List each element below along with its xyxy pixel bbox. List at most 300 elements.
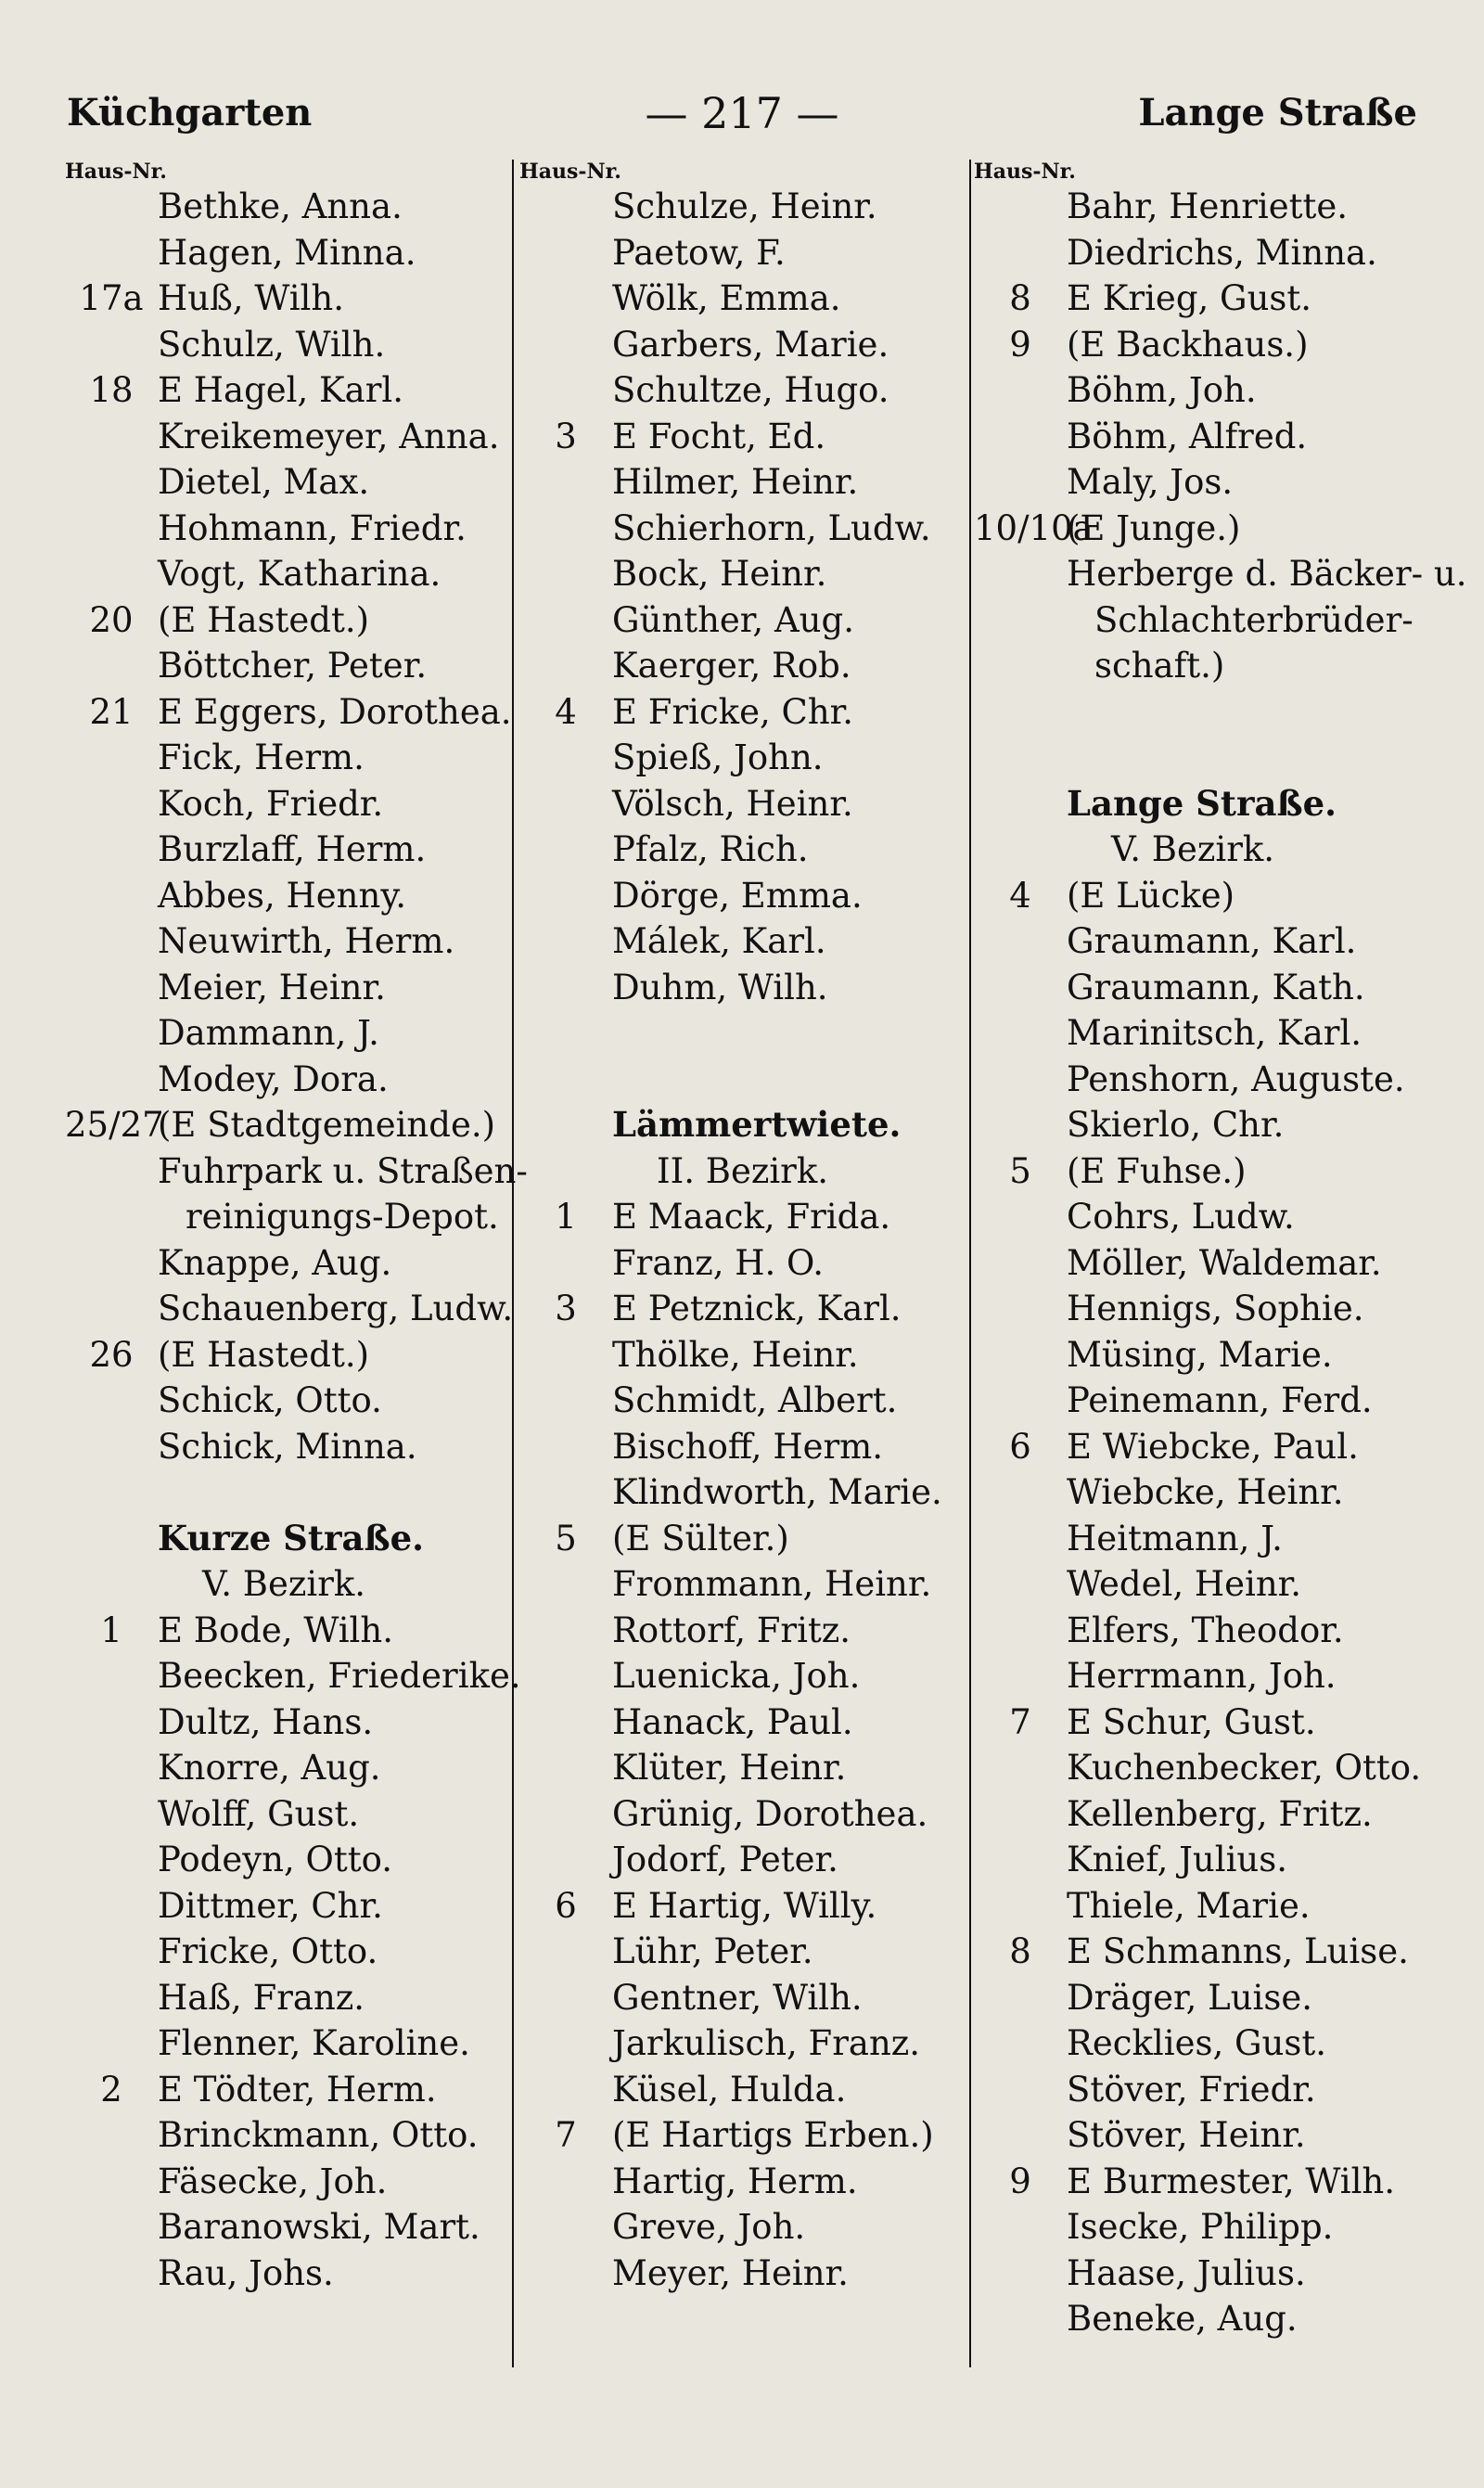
house-number (974, 414, 1067, 460)
directory-entry (65, 2251, 510, 2297)
house-number (974, 2067, 1067, 2113)
directory-entry (974, 1516, 1419, 1562)
house-number (65, 2251, 158, 2297)
directory-entry (65, 965, 510, 1011)
house-number (65, 1469, 158, 1516)
directory-entry (65, 1608, 510, 1654)
house-number (65, 1424, 158, 1470)
resident-name (1067, 735, 1419, 781)
house-number (974, 1516, 1067, 1562)
house-number (519, 873, 612, 919)
house-number (974, 827, 1067, 873)
resident-name: E Krieg, Gust. (1067, 278, 1312, 318)
resident-name: Kaerger, Rob. (612, 646, 851, 686)
house-number (65, 2159, 158, 2205)
house-number (519, 2204, 612, 2251)
house-number (974, 689, 1067, 736)
directory-entry (974, 1378, 1419, 1424)
directory-entry (519, 965, 965, 1011)
resident-name: Heitmann, J. (1067, 1518, 1283, 1558)
house-number (65, 1148, 158, 1195)
directory-entry (519, 918, 965, 965)
house-number (65, 735, 158, 781)
resident-name: Greve, Joh. (612, 2207, 806, 2247)
house-number (65, 1516, 158, 1562)
directory-entry (519, 1883, 965, 1930)
resident-name: Klüter, Heinr. (612, 1748, 847, 1788)
resident-name: Graumann, Karl. (1067, 921, 1357, 961)
resident-name: Diedrichs, Minna. (1067, 232, 1377, 273)
house-number (519, 1608, 612, 1654)
house-number (974, 918, 1067, 965)
house-number (519, 551, 612, 597)
resident-name: Jarkulisch, Franz. (612, 2023, 921, 2063)
resident-name: Schlachterbrüder- (1094, 599, 1414, 640)
house-number (65, 322, 158, 368)
directory-entry (974, 965, 1419, 1011)
house-number: 7 (1009, 1701, 1031, 1742)
resident-name: schaft.) (1094, 646, 1225, 686)
directory-entry (974, 1608, 1419, 1654)
directory-entry (519, 2020, 965, 2067)
resident-name: (E Fuhse.) (1067, 1150, 1247, 1191)
directory-entry (65, 1975, 510, 2021)
resident-name: V. Bezirk. (1111, 829, 1275, 869)
resident-name: Böhm, Alfred. (1067, 416, 1308, 456)
directory-entry (974, 643, 1419, 689)
resident-name: Rau, Johs. (158, 2252, 334, 2293)
house-number (974, 1837, 1067, 1883)
resident-name: E Petznick, Karl. (612, 1289, 902, 1328)
directory-entry (519, 1469, 965, 1516)
house-number (65, 1378, 158, 1424)
resident-name: Schultze, Hugo. (612, 370, 889, 410)
house-number: 26 (89, 1334, 134, 1375)
directory-entry (65, 1332, 510, 1379)
house-number (519, 2020, 612, 2067)
directory-entry (974, 1929, 1419, 1975)
house-number (519, 276, 612, 322)
house-number (519, 2159, 612, 2205)
resident-name: E Schmanns, Luise. (1067, 1931, 1409, 1971)
resident-name: Küsel, Hulda. (612, 2069, 847, 2110)
directory-entry (65, 643, 510, 689)
house-number (65, 873, 158, 919)
house-number (519, 918, 612, 965)
house-number (65, 1653, 158, 1699)
house-number (974, 1791, 1067, 1838)
house-number: 21 (89, 691, 134, 732)
directory-entry (65, 1469, 510, 1516)
resident-name: Lange Straße. (1067, 782, 1337, 824)
resident-name: Garbers, Marie. (612, 324, 889, 365)
directory-entry (65, 230, 510, 276)
resident-name: Beneke, Aug. (1067, 2299, 1298, 2339)
directory-entry (974, 689, 1419, 736)
resident-name: Luenicka, Joh. (612, 1656, 861, 1696)
directory-entry (974, 873, 1419, 919)
resident-name: II. Bezirk. (657, 1150, 829, 1191)
directory-entry (974, 414, 1419, 460)
resident-name: Dörge, Emma. (612, 875, 863, 916)
house-number: 9 (1009, 324, 1031, 365)
directory-entry (974, 276, 1419, 322)
resident-name: Günther, Aug. (612, 599, 854, 640)
house-number (974, 1561, 1067, 1608)
resident-name (612, 1010, 965, 1057)
directory-entry (974, 2020, 1419, 2067)
directory-entry (519, 1929, 965, 1975)
house-number (65, 1286, 158, 1332)
house-number: 25/27 (65, 1105, 164, 1145)
directory-entry (974, 1883, 1419, 1930)
house-number (65, 1057, 158, 1103)
resident-name: Schulz, Wilh. (158, 324, 386, 365)
directory-entry (974, 1561, 1419, 1608)
directory-entry (519, 597, 965, 644)
house-number (974, 1883, 1067, 1930)
resident-name: Wiebcke, Heinr. (1067, 1472, 1344, 1512)
resident-name: (E Junge.) (1067, 507, 1241, 548)
house-number (519, 1469, 612, 1516)
resident-name: Dammann, J. (158, 1013, 379, 1053)
house-number: 8 (1009, 1931, 1031, 1971)
house-number: 3 (555, 1289, 577, 1328)
resident-name: Herrmann, Joh. (1067, 1656, 1337, 1696)
house-number: 4 (1009, 875, 1031, 916)
directory-entry (974, 184, 1419, 230)
house-number: 9 (1009, 2161, 1031, 2201)
resident-name: Thiele, Marie. (1067, 1885, 1311, 1926)
directory-entry (974, 1975, 1419, 2021)
house-number: 3 (555, 416, 577, 456)
resident-name (612, 1057, 965, 1103)
directory-entry (65, 1791, 510, 1838)
resident-name: E Fricke, Chr. (612, 691, 854, 732)
directory-entry (974, 1057, 1419, 1103)
house-number (519, 459, 612, 506)
resident-name: E Eggers, Dorothea. (158, 691, 512, 732)
directory-entry (974, 918, 1419, 965)
resident-name: Hagen, Minna. (158, 232, 416, 273)
directory-entry (65, 2204, 510, 2251)
house-number (519, 1424, 612, 1470)
resident-name: Neuwirth, Herm. (158, 921, 455, 961)
resident-name: Skierlo, Chr. (1067, 1105, 1285, 1145)
resident-name: E Schur, Gust. (1067, 1701, 1316, 1742)
resident-name: E Wiebcke, Paul. (1067, 1426, 1359, 1467)
resident-name: Spieß, John. (612, 737, 824, 777)
directory-entry (65, 459, 510, 506)
house-number: 6 (555, 1885, 577, 1926)
resident-name: Hohmann, Friedr. (158, 507, 467, 548)
house-number (974, 459, 1067, 506)
house-number (65, 1240, 158, 1287)
directory-entry (519, 506, 965, 552)
resident-name: Lühr, Peter. (612, 1931, 813, 1971)
directory-entry (65, 689, 510, 736)
resident-name: Kellenberg, Fritz. (1067, 1793, 1373, 1834)
house-number (519, 367, 612, 414)
resident-name: Hilmer, Heinr. (612, 462, 859, 502)
house-number: 5 (1009, 1150, 1031, 1191)
directory-entry (65, 735, 510, 781)
directory-entry (974, 1791, 1419, 1838)
directory-entry (65, 1010, 510, 1057)
resident-name: Hennigs, Sophie. (1067, 1289, 1364, 1328)
directory-entry (974, 2296, 1419, 2342)
resident-name: Knorre, Aug. (158, 1748, 381, 1788)
directory-entry (974, 1469, 1419, 1516)
resident-name: Dietel, Max. (158, 462, 370, 502)
house-number (974, 2251, 1067, 2297)
directory-entry (65, 414, 510, 460)
resident-name: Schmidt, Albert. (612, 1380, 898, 1420)
resident-name: Flenner, Karoline. (158, 2023, 470, 2063)
directory-entry (974, 1837, 1419, 1883)
resident-name: Rottorf, Fritz. (612, 1610, 851, 1650)
column-header-haus-nr: Haus-Nr. (974, 160, 1076, 184)
resident-name: E Focht, Ed. (612, 416, 826, 456)
resident-name: Málek, Karl. (612, 921, 826, 961)
house-number (974, 597, 1067, 644)
directory-entry (519, 367, 965, 414)
resident-name: Dultz, Hans. (158, 1701, 374, 1742)
resident-name: Peinemann, Ferd. (1067, 1380, 1373, 1420)
house-number (519, 781, 612, 827)
house-number (65, 414, 158, 460)
resident-name: Stöver, Friedr. (1067, 2069, 1316, 2110)
resident-name: Franz, H. O. (612, 1242, 824, 1283)
house-number (519, 184, 612, 230)
house-number: 17a (79, 278, 144, 318)
house-number (519, 735, 612, 781)
directory-entry (974, 459, 1419, 506)
street-heading (974, 781, 1419, 827)
house-number (974, 735, 1067, 781)
resident-name: Kreikemeyer, Anna. (158, 416, 500, 456)
resident-name: Haase, Julius. (1067, 2252, 1306, 2293)
directory-entry (65, 1883, 510, 1930)
resident-name: (E Backhaus.) (1067, 324, 1309, 365)
directory-entry (65, 551, 510, 597)
resident-name: Grünig, Dorothea. (612, 1793, 928, 1834)
resident-name: Brinckmann, Otto. (158, 2115, 479, 2155)
directory-entry (519, 276, 965, 322)
directory-entry (519, 459, 965, 506)
house-number (519, 1332, 612, 1379)
resident-name: Baranowski, Mart. (158, 2207, 480, 2247)
house-number (65, 1975, 158, 2021)
house-number (519, 230, 612, 276)
directory-entry (65, 322, 510, 368)
house-number (65, 2204, 158, 2251)
resident-name: Möller, Waldemar. (1067, 1242, 1382, 1283)
directory-entry (65, 1286, 514, 1332)
directory-entry (65, 781, 510, 827)
house-number (65, 506, 158, 552)
house-number (519, 1057, 612, 1103)
house-number (65, 230, 158, 276)
resident-name: Podeyn, Otto. (158, 1840, 392, 1879)
house-number (974, 1608, 1067, 1654)
resident-name: Huß, Wilh. (158, 278, 344, 318)
directory-entry (519, 2159, 965, 2205)
resident-name: Beecken, Friederike. (158, 1656, 521, 1696)
house-number (519, 1975, 612, 2021)
resident-name: Recklies, Gust. (1067, 2023, 1326, 2063)
directory-entry (65, 597, 510, 644)
directory-entry (65, 2112, 510, 2159)
directory-entry (519, 1653, 965, 1699)
house-number (974, 551, 1067, 597)
directory-entry (974, 597, 1419, 644)
resident-name: E Burmester, Wilh. (1067, 2161, 1395, 2201)
resident-name: Fäsecke, Joh. (158, 2161, 388, 2201)
directory-entry (65, 1378, 510, 1424)
resident-name: E Maack, Frida. (612, 1197, 891, 1237)
house-number (65, 1929, 158, 1975)
directory-entry (519, 1745, 965, 1791)
house-number: 2 (100, 2069, 122, 2110)
resident-name (158, 1469, 510, 1516)
house-number (65, 965, 158, 1011)
house-number (519, 1653, 612, 1699)
resident-name: (E Hastedt.) (158, 1334, 370, 1375)
directory-entry (65, 1837, 510, 1883)
house-number (519, 1837, 612, 1883)
directory-entry (519, 827, 965, 873)
directory-entry (65, 506, 510, 552)
house-number: 4 (555, 691, 577, 732)
house-number (974, 1194, 1067, 1240)
resident-name: Stöver, Heinr. (1067, 2115, 1306, 2155)
directory-entry (65, 1699, 510, 1746)
house-number: 1 (100, 1610, 122, 1650)
resident-name: (E Stadtgemeinde.) (158, 1105, 496, 1145)
house-number (65, 1699, 158, 1746)
directory-entry (65, 2067, 510, 2113)
resident-name: (E Sülter.) (612, 1518, 789, 1558)
directory-entry (974, 322, 1419, 368)
resident-name: Knappe, Aug. (158, 1242, 392, 1283)
resident-name: Fick, Herm. (158, 737, 365, 777)
resident-name: Lämmertwiete. (612, 1104, 902, 1145)
resident-name: Thölke, Heinr. (612, 1334, 859, 1375)
directory-entry (519, 2112, 965, 2159)
directory-entry (974, 2251, 1419, 2297)
column-divider (512, 160, 514, 2367)
directory-entry (519, 1699, 965, 1746)
resident-name: Pfalz, Rich. (612, 829, 809, 869)
house-number: 5 (555, 1518, 577, 1558)
directory-entry (974, 1745, 1422, 1791)
house-number (65, 184, 158, 230)
house-number (974, 2296, 1067, 2342)
directory-entry (65, 1745, 510, 1791)
house-number (519, 1699, 612, 1746)
house-number (519, 597, 612, 644)
district-label (65, 1561, 510, 1608)
house-number (65, 1791, 158, 1838)
directory-entry (519, 1975, 965, 2021)
resident-name: E Hartig, Willy. (612, 1885, 877, 1926)
directory-entry (65, 1653, 521, 1699)
resident-name: Schulze, Heinr. (612, 186, 877, 226)
directory-entry (974, 551, 1467, 597)
house-number (65, 2020, 158, 2067)
directory-entry (65, 873, 510, 919)
resident-name: Böttcher, Peter. (158, 646, 428, 686)
directory-entry (519, 1516, 965, 1562)
resident-name: Duhm, Wilh. (612, 967, 828, 1007)
district-label (974, 827, 1419, 873)
house-number (65, 918, 158, 965)
house-number (65, 551, 158, 597)
house-number (519, 1148, 612, 1195)
resident-name: V. Bezirk. (202, 1564, 366, 1604)
directory-entry (519, 1378, 965, 1424)
resident-name: Meier, Heinr. (158, 967, 386, 1007)
resident-name (1067, 689, 1419, 736)
directory-entry (519, 735, 965, 781)
directory-entry (519, 1010, 965, 1057)
house-number (519, 965, 612, 1011)
resident-name: Knief, Julius. (1067, 1840, 1288, 1879)
house-number (65, 1561, 158, 1608)
house-number (974, 1745, 1067, 1791)
directory-entry (65, 1240, 510, 1287)
page-number: — 217 — (645, 88, 839, 138)
house-number (519, 1929, 612, 1975)
house-number (974, 781, 1067, 827)
house-number (519, 1240, 612, 1287)
house-number: 8 (1009, 278, 1031, 318)
house-number (519, 506, 612, 552)
resident-name: Schick, Minna. (158, 1426, 417, 1467)
resident-name: (E Hartigs Erben.) (612, 2115, 934, 2155)
street-heading (65, 1516, 510, 1562)
directory-entry (519, 1332, 965, 1379)
column-divider (969, 160, 971, 2367)
resident-name: Hanack, Paul. (612, 1701, 853, 1742)
directory-entry (65, 1194, 510, 1240)
house-number (519, 1791, 612, 1838)
resident-name: Fricke, Otto. (158, 1931, 378, 1971)
house-number: 7 (555, 2115, 577, 2155)
directory-entry (974, 1102, 1419, 1148)
house-number (519, 827, 612, 873)
resident-name: Dittmer, Chr. (158, 1885, 383, 1926)
directory-entry (974, 2112, 1419, 2159)
resident-name: E Tödter, Herm. (158, 2069, 437, 2110)
resident-name: Frommann, Heinr. (612, 1564, 932, 1604)
house-number: 6 (1009, 1426, 1031, 1467)
house-number (974, 1653, 1067, 1699)
house-number (974, 1332, 1067, 1379)
resident-name: Vogt, Katharina. (158, 554, 441, 594)
directory-entry (65, 1929, 510, 1975)
column-2 (519, 160, 965, 2296)
house-number (519, 1102, 612, 1148)
resident-name: Marinitsch, Karl. (1067, 1013, 1362, 1053)
resident-name: Paetow, F. (612, 232, 786, 273)
directory-entry (974, 1240, 1419, 1287)
directory-entry (974, 2159, 1419, 2205)
house-number (519, 2251, 612, 2297)
directory-entry (65, 827, 510, 873)
house-number: 1 (555, 1197, 577, 1237)
